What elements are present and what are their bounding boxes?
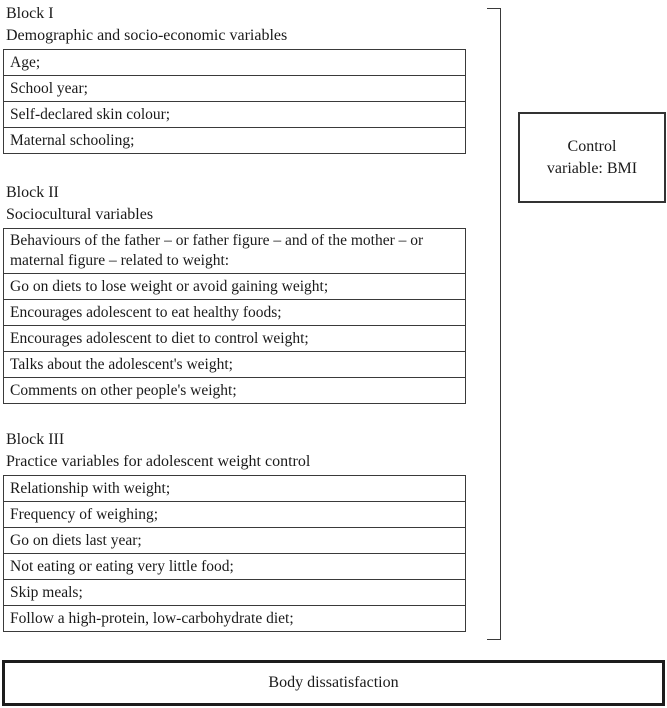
block-2-section <box>3 182 466 404</box>
body-dissatisfaction-box <box>2 660 665 706</box>
block-2-subtitle: Sociocultural variables <box>6 206 154 223</box>
block-3-section <box>3 429 466 632</box>
variable-item: Self-declared skin colour; <box>4 101 465 127</box>
variable-item: Talks about the adolescent's weight; <box>4 351 465 377</box>
control-variable-box <box>518 112 666 203</box>
variable-item: Encourages adolescent to diet to control weight; <box>4 325 465 351</box>
grouping-bracket <box>487 8 501 640</box>
variable-item: Frequency of weighing; <box>4 501 465 527</box>
variable-item: Encourages adolescent to eat healthy foods; <box>4 299 465 325</box>
block-2-label: Block II <box>6 184 59 201</box>
variable-item: Go on diets last year; <box>4 527 465 553</box>
block-2-box <box>3 228 466 404</box>
block-1-section <box>3 3 466 154</box>
variable-item: Follow a high-protein, low-carbohydrate diet; <box>4 605 465 631</box>
variable-item: School year; <box>4 75 465 101</box>
variable-group-header: Behaviours of the father – or father figure – and of the mother – or maternal figure – related to weight: <box>10 232 424 269</box>
variable-item: Not eating or eating very little food; <box>4 553 465 579</box>
body-dissatisfaction-label: Body dissatisfaction <box>268 674 399 691</box>
block-1-label: Block I <box>6 5 54 22</box>
variable-item: Skip meals; <box>4 579 465 605</box>
control-variable-label: Control variable: BMI <box>546 137 638 177</box>
block-3-label: Block III <box>6 431 65 448</box>
block-3-box <box>3 475 466 632</box>
variable-item: Maternal schooling; <box>4 127 465 153</box>
variable-item: Go on diets to lose weight or avoid gaining weight; <box>4 273 465 299</box>
variable-item: Comments on other people's weight; <box>4 377 465 403</box>
block-3-subtitle: Practice variables for adolescent weight control <box>6 453 311 470</box>
variable-item: Relationship with weight; <box>10 480 171 497</box>
block-1-box <box>3 49 466 154</box>
variable-item: Age; <box>10 54 41 71</box>
block-1-subtitle: Demographic and socio-economic variables <box>6 27 288 44</box>
